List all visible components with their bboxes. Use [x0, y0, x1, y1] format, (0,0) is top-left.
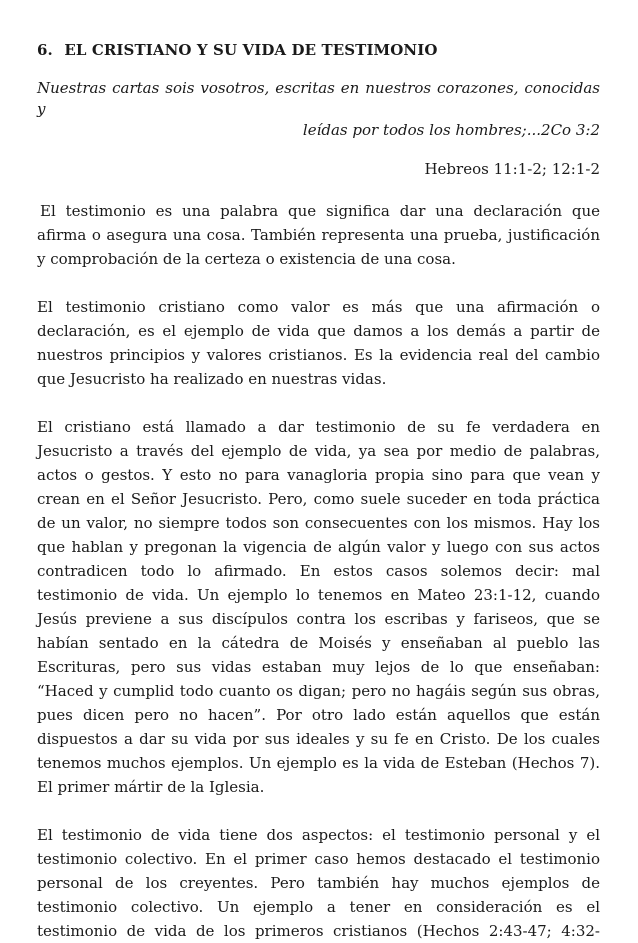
- section-heading: [37, 40, 600, 60]
- section-title: EL CRISTIANO Y SU VIDA DE TESTIMONIO: [64, 41, 438, 59]
- document-page: [37, 40, 600, 943]
- paragraph-2: El testimonio cristiano como valor es más que una afirmación o declaración, es el ejemplo de vida que damos a los demás a partir de nuestros principios y valores cristianos. Es la evidencia real del cambio que Jesucristo ha realizado en nuestras vidas.: [37, 298, 600, 388]
- bible-reference: Hebreos 11:1-2; 12:1-2: [424, 160, 600, 178]
- paragraph-3: El cristiano está llamado a dar testimonio de su fe verdadera en Jesucristo a través del ejemplo de vida, ya sea por medio de palabras, actos o gestos. Y esto no para vanagloria propia sino para que vean y crean en el Señor Jesucristo. Pero, como suele suceder en toda práctica de un valor, no siempre todos son consecuentes con los mismos. Hay los que hablan y pregonan la vigencia de algún valor y luego con sus actos contradicen todo lo afirmado. En estos casos solemos decir: mal testimonio de vida. Un ejemplo lo tenemos en Mateo 23:1-12, cuando Jesús previene a sus discípulos contra los escribas y fariseos, que se habían sentado en la cátedra de Moisés y enseñaban al pueblo las Escrituras, pero sus vidas estaban muy lejos de lo que enseñaban: “Haced y cumplid todo cuanto os digan; pero no hagáis según sus obras, pues dicen pero no hacen”. Por otro lado están aquellos que están dispuestos a dar su vida por sus ideales y su fe en Cristo. De los cuales tenemos muchos ejemplos. Un ejemplo es la vida de Esteban (Hechos 7). El primer mártir de la Iglesia.: [37, 418, 600, 796]
- paragraph-1: El testimonio es una palabra que significa dar una declaración que afirma o asegura una cosa. También representa una prueba, justificación y comprobación de la certeza o existencia de una cosa.: [37, 202, 600, 268]
- epigraph: [37, 78, 600, 141]
- epigraph-line-1: Nuestras cartas sois vosotros, escritas en nuestros corazones, conocidas y: [37, 79, 600, 118]
- section-number: 6.: [37, 41, 53, 59]
- epigraph-line-2: leídas por todos los hombres;...2Co 3:2: [302, 121, 600, 139]
- paragraph-4: El testimonio de vida tiene dos aspectos: el testimonio personal y el testimonio colectivo. En el primer caso hemos destacado el testimonio personal de los creyentes. Pero también hay muchos ejemplos de testimonio colectivo. Un ejemplo a tener en consideración es el testimonio de vida de los primeros cristianos (Hechos 2:43-47; 4:32-: [37, 826, 600, 940]
